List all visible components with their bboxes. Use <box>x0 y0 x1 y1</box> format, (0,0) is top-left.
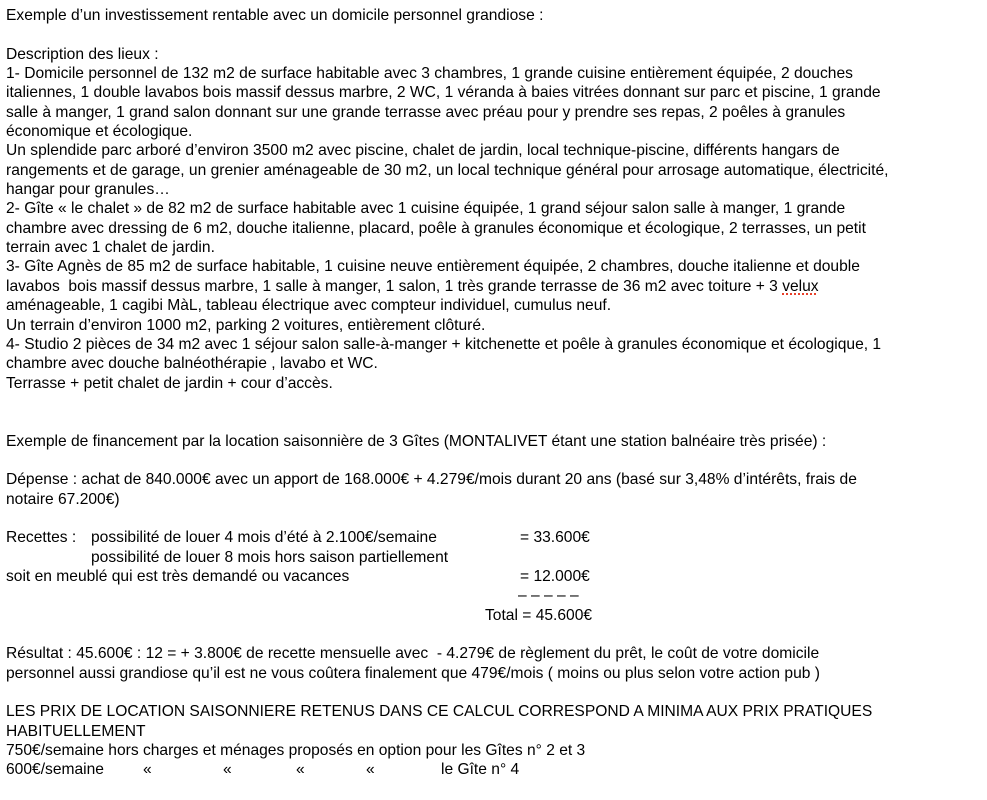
ditto-mark: « <box>296 761 305 779</box>
pricing-line: LES PRIX DE LOCATION SAISONNIERE RETENUS DANS CE CALCUL CORRESPOND A MINIMA AUX PRIX PRATIQUES <box>6 703 873 721</box>
description-line: 2- Gîte « le chalet » de 82 m2 de surface habitable avec 1 cuisine équipée, 1 grand séjour salon salle à manger, 1 grande <box>6 200 846 218</box>
blank-line <box>0 25 987 44</box>
description-heading: Description des lieux : <box>6 45 159 63</box>
misspelled-word: velux <box>782 277 819 295</box>
expense-line: notaire 67.200€) <box>6 490 120 508</box>
receipts-label: Recettes : <box>6 529 77 547</box>
pricing-line: HABITUELLEMENT <box>6 722 146 740</box>
description-line: salle à manger, 1 grand salon donnant sur une grande terrasse avec préau pour y prendre ses repas, 2 poêles à granules <box>6 103 846 121</box>
document-title: Exemple d’un investissement rentable avec un domicile personnel grandiose : <box>6 7 544 24</box>
receipts-total-row <box>0 606 987 625</box>
receipts-separator-row <box>0 586 987 605</box>
description-line: hangar pour granules… <box>6 181 170 199</box>
description-line: 3- Gîte Agnès de 85 m2 de surface habitable, 1 cuisine neuve entièrement équipée, 2 chambres, douche italienne et double <box>6 258 860 276</box>
ditto-mark: « <box>366 761 375 779</box>
description-line: Terrasse + petit chalet de jardin + cour d’accès. <box>6 374 333 392</box>
receipts-row-3 <box>0 567 987 586</box>
expense-line: Dépense : achat de 840.000€ avec un apport de 168.000€ + 4.279€/mois durant 20 ans (basé sur 3,48% d’intérêts, frais de <box>6 471 857 489</box>
pricing-tail: le Gîte n° 4 <box>441 761 520 779</box>
receipts-row2-text: possibilité de louer 8 mois hors saison partiellement <box>91 548 449 566</box>
description-line: italiennes, 1 double lavabos bois massif dessus marbre, 2 WC, 1 véranda à baies vitrées donnant sur parc et piscine, 1 grande <box>6 84 881 102</box>
description-line-with-spellcheck <box>0 277 987 296</box>
description-line: chambre avec douche balnéothérapie , lavabo et WC. <box>6 355 378 373</box>
description-line: Un splendide parc arboré d’environ 3500 m2 avec piscine, chalet de jardin, local technique-piscine, différents hangars de <box>6 142 840 160</box>
blank-line <box>0 412 987 431</box>
result-line: Résultat : 45.600€ : 12 = + 3.800€ de recette mensuelle avec - 4.279€ de règlement du prêt, le coût de votre domicile <box>6 645 820 663</box>
blank-line <box>0 451 987 470</box>
blank-line <box>0 625 987 644</box>
receipts-row1-text: possibilité de louer 4 mois d’été à 2.100€/semaine <box>91 529 437 547</box>
description-line: économique et écologique. <box>6 123 193 141</box>
blank-line <box>0 683 987 702</box>
blank-line <box>0 509 987 528</box>
receipts-row1-amount: = 33.600€ <box>520 529 590 547</box>
pricing-ditto-row <box>0 760 987 779</box>
receipts-row3-text: soit en meublé qui est très demandé ou vacances <box>6 567 350 585</box>
blank-line <box>0 393 987 412</box>
result-line: personnel aussi grandiose qu’il est ne vous coûtera finalement que 479€/mois ( moins ou plus selon votre action pub ) <box>6 664 820 682</box>
description-line: 4- Studio 2 pièces de 34 m2 avec 1 séjour salon salle-à-manger + kitchenette et poêle à granules économique et écologique, 1 <box>6 335 882 353</box>
description-line: aménageable, 1 cagibi MàL, tableau électrique avec compteur individuel, cumulus neuf. <box>6 297 612 315</box>
receipts-total: Total = 45.600€ <box>485 606 593 624</box>
ditto-mark: « <box>143 761 152 779</box>
description-line: chambre avec dressing de 6 m2, douche italienne, placard, poêle à granules économique et écologique, 2 terrasses, un petit <box>6 219 866 237</box>
blank-line <box>0 780 987 799</box>
receipts-row-1 <box>0 528 987 547</box>
receipts-row-2 <box>0 548 987 567</box>
description-line: 1- Domicile personnel de 132 m2 de surface habitable avec 3 chambres, 1 grande cuisine entièrement équipée, 2 douches <box>6 65 853 83</box>
description-line: Un terrain d’environ 1000 m2, parking 2 voitures, entièrement clôturé. <box>6 316 486 334</box>
receipts-row3-amount: = 12.000€ <box>520 567 590 585</box>
ditto-mark: « <box>223 761 232 779</box>
pricing-line: 750€/semaine hors charges et ménages proposés en option pour les Gîtes n° 2 et 3 <box>6 742 586 760</box>
financing-intro: Exemple de financement par la location saisonnière de 3 Gîtes (MONTALIVET étant une station balnéaire très prisée) : <box>6 432 827 450</box>
description-line-text: lavabos bois massif dessus marbre, 1 salle à manger, 1 salon, 1 très grande terrasse de 36 m2 avec toiture + 3 <box>6 277 783 295</box>
description-line: terrain avec 1 chalet de jardin. <box>6 239 215 257</box>
pricing-rate: 600€/semaine <box>6 761 104 779</box>
description-line: rangements et de garage, un grenier aménageable de 30 m2, un local technique général pour arrosage automatique, électricité, <box>6 161 889 179</box>
receipts-separator: – – – – – <box>518 587 579 605</box>
